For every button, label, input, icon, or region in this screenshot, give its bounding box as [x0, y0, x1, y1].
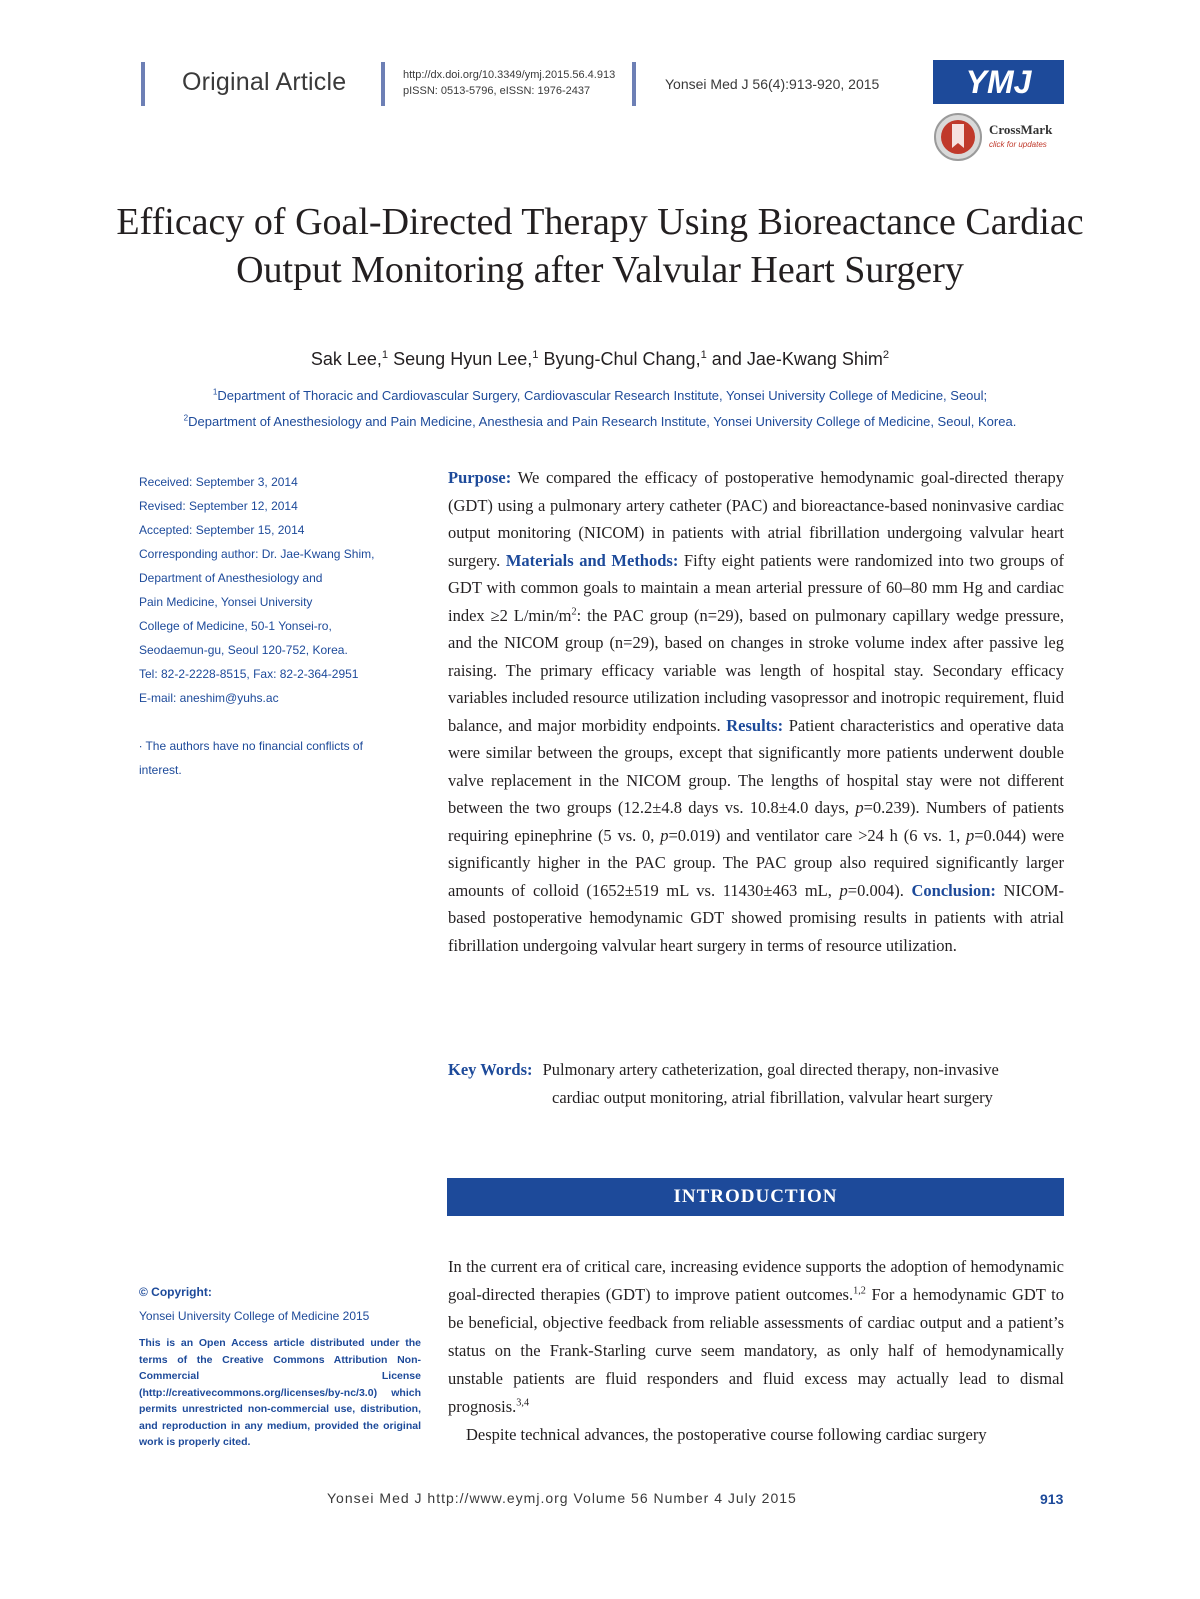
corresponding-line: College of Medicine, 50-1 Yonsei-ro, — [139, 619, 332, 633]
abstract-conclusion-heading: Conclusion: — [911, 880, 996, 900]
corresponding-line: Pain Medicine, Yonsei University — [139, 595, 313, 609]
corresponding-line: Department of Anesthesiology and — [139, 571, 323, 585]
copyright-holder: Yonsei University College of Medicine 2015 — [139, 1309, 370, 1323]
affil-text: Department of Thoracic and Cardiovascular Surgery, Cardiovascular Research Institute, Yonsei University College of Medicine, Seoul; — [217, 388, 988, 403]
corresponding-line: Tel: 82-2-2228-8515, Fax: 82-2-364-2951 — [139, 667, 359, 681]
paragraph-text: In the current era of critical care, increasing evidence supports the adoption of hemodynamic goal-directed therapies (GDT) to improve patient outcomes. — [448, 1257, 1064, 1304]
abstract-results-cont: =0.044) were significantly higher in the PAC group. The PAC group also required significantly larger amounts of colloid (1652±519 mL vs. 11430±463 mL, — [448, 825, 1065, 900]
header-divider-3 — [632, 62, 636, 106]
affil-mark: 1 — [212, 387, 218, 397]
p-value-symbol: p — [966, 825, 975, 845]
page-footer: Yonsei Med J http://www.eymj.org Volume 56 Number 4 July 2015 — [327, 1490, 797, 1506]
citation-mark[interactable]: 1,2 — [853, 1285, 866, 1297]
article-title — [100, 198, 1100, 294]
corresponding-email[interactable]: E-mail: aneshim@yuhs.ac — [139, 691, 279, 705]
keywords-heading: Key Words: — [448, 1060, 533, 1079]
author-name: Sak Lee, — [310, 349, 382, 369]
keywords — [448, 1056, 1068, 1084]
abstract — [448, 464, 1064, 959]
article-type: Original Article — [182, 68, 347, 96]
title-line-1: Efficacy of Goal-Directed Therapy Using Bioreactance Cardiac — [116, 201, 1084, 243]
author-affil-mark: 1 — [700, 349, 707, 361]
header-divider-1 — [141, 62, 145, 106]
author-list — [100, 349, 1100, 370]
p-value-symbol: p — [839, 880, 848, 900]
journal-logo: YMJ — [933, 60, 1064, 104]
abstract-results-heading: Results: — [726, 715, 784, 735]
p-value-symbol: p — [855, 798, 864, 817]
article-history — [139, 470, 429, 782]
keywords-line-2: cardiac output monitoring, atrial fibrillation, valvular heart surgery — [552, 1088, 993, 1107]
issn: pISSN: 0513-5796, eISSN: 1976-2437 — [403, 85, 591, 97]
abstract-results: Patient characteristics and operative data were similar between the groups, except that significantly more patients underwent double valve replacement in the NICOM group. The lengths of hospital stay were not different between the two groups (12.2±4.8 days vs. 10.8±4.0 days, — [448, 715, 1064, 817]
header-divider-2 — [381, 62, 385, 106]
affil-mark: 2 — [183, 413, 189, 423]
author-name: Seung Hyun Lee, — [388, 349, 533, 369]
conflict-statement: ∙ The authors have no financial conflicts of — [139, 739, 363, 753]
abstract-results-cont: =0.239). Numbers of patients requiring epinephrine (5 vs. 0, — [448, 798, 1064, 845]
corresponding-line: Seodaemun-gu, Seoul 120-752, Korea. — [139, 643, 348, 657]
revised-date: Revised: September 12, 2014 — [139, 499, 298, 513]
conflict-statement: interest. — [139, 763, 182, 777]
abstract-methods-heading: Materials and Methods: — [505, 550, 679, 570]
crossmark-badge[interactable] — [933, 112, 1068, 162]
page-number: 913 — [1040, 1491, 1064, 1507]
license-statement: This is an Open Access article distributed under the terms of the Creative Commons Attribution Non-Commercial License (http://creativecommons.org/licenses/by-nc/3.0) which permits unrestricted non-commercial use, distribution, and reproduction in any medium, provided the original work is properly cited. — [139, 1337, 421, 1448]
corresponding-line: Corresponding author: Dr. Jae-Kwang Shim, — [139, 547, 375, 561]
abstract-methods: Fifty eight patients were randomized into two groups of GDT with common goals to maintain a mean arterial pressure of 60–80 mm Hg and cardiac index ≥2 L/min/m — [448, 550, 1065, 625]
paragraph-text: For a hemodynamic GDT to be beneficial, objective feedback from reliable assessments of cardiac output and a patient’s status on the Frank-Starling curve seem mandatory, as only half of hemodynamically unstable patients are fluid responders and fluid excess may actually lead to dismal prognosis. — [448, 1285, 1064, 1416]
abstract-methods-cont: : the PAC group (n=29), based on pulmonary capillary wedge pressure, and the NICOM group (n=29), based on changes in stroke volume index after passive leg raising. The primary efficacy variable was length of hospital stay. Secondary efficacy variables included resource utilization including vasopressor and inotropic requirement, fluid balance, and major morbidity endpoints. — [448, 605, 1064, 735]
affil-text: Department of Anesthesiology and Pain Medicine, Anesthesia and Pain Research Institute, Yonsei University College of Medicine, Seoul, Korea. — [188, 414, 1017, 429]
author-affil-mark: 1 — [381, 349, 389, 361]
author-affil-mark: 1 — [532, 349, 539, 361]
superscript: 2 — [571, 606, 577, 617]
p-value-symbol: p — [660, 825, 669, 845]
title-line-2: Output Monitoring after Valvular Heart Surgery — [236, 249, 964, 291]
introduction-text — [448, 1253, 1064, 1449]
introduction-paragraph-1 — [448, 1253, 1064, 1421]
copyright-heading: © Copyright: — [139, 1285, 212, 1299]
journal-citation: Yonsei Med J 56(4):913-920, 2015 — [665, 76, 880, 92]
doi-link[interactable]: http://dx.doi.org/10.3349/ymj.2015.56.4.913 — [403, 69, 616, 81]
citation-mark[interactable]: 3,4 — [516, 1397, 530, 1409]
crossmark-icon — [933, 112, 983, 162]
affiliation-1 — [100, 383, 1100, 409]
abstract-results-cont: =0.004). — [847, 880, 904, 900]
abstract-conclusion: NICOM-based postoperative hemodynamic GDT showed promising results in patients with atrial fibrillation undergoing valvular heart surgery in terms of resource utilization. — [448, 880, 1065, 955]
crossmark-title: CrossMark — [989, 122, 1053, 137]
affiliations — [100, 383, 1100, 435]
crossmark-subtitle: click for updates — [989, 140, 1047, 149]
received-date: Received: September 3, 2014 — [139, 475, 298, 489]
introduction-paragraph-2: Despite technical advances, the postoperative course following cardiac surgery — [466, 1425, 987, 1444]
keywords-line-1: Pulmonary artery catheterization, goal directed therapy, non-invasive — [542, 1060, 999, 1079]
author-name: Byung-Chul Chang, — [538, 349, 701, 369]
copyright-block — [139, 1285, 421, 1451]
author-name: and Jae-Kwang Shim — [706, 349, 883, 369]
abstract-purpose-heading: Purpose: — [448, 468, 512, 487]
accepted-date: Accepted: September 15, 2014 — [139, 523, 305, 537]
abstract-results-cont: =0.019) and ventilator care >24 h (6 vs. 1, — [668, 825, 961, 845]
introduction-heading: INTRODUCTION — [447, 1178, 1064, 1216]
abstract-purpose: We compared the efficacy of postoperative hemodynamic goal-directed therapy (GDT) using a pulmonary artery catheter (PAC) and bioreactance-based noninvasive cardiac output monitoring (NICOM) in patients with atrial fibrillation undergoing valvular heart surgery. — [448, 468, 1064, 570]
author-affil-mark: 2 — [882, 349, 890, 361]
affiliation-2 — [100, 409, 1100, 435]
